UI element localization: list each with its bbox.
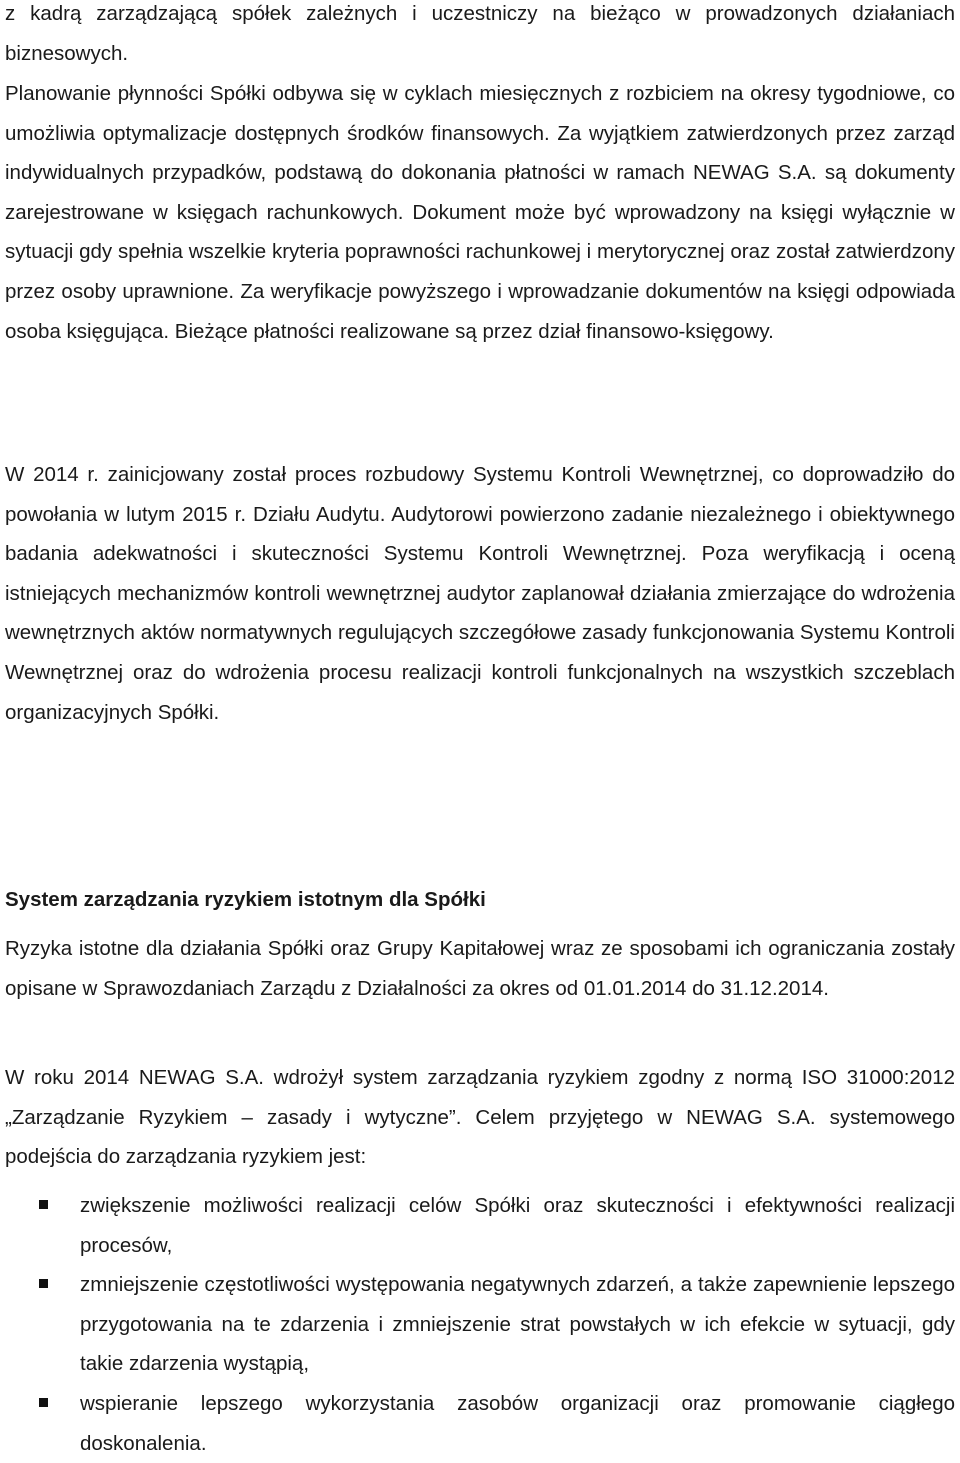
list-item-text: zwiększenie możliwości realizacji celów Spółki oraz skuteczności i efektywności realizacji procesów, <box>80 1194 955 1257</box>
paragraph-internal-control: W 2014 r. zainicjowany został proces rozbudowy Systemu Kontroli Wewnętrznej, co doprowadziło do powołania w lutym 2015 r. Działu Audytu. Audytorowi powierzono zadanie niezależnego i obiektywnego badania adekwatności i skuteczności Systemu Kontroli Wewnętrznej. Poza weryfikacją i oceną istniejących mechanizmów kontroli wewnętrznej audytor zaplanował działania zmierzające do wdrożenia wewnętrznych aktów normatywnych regulujących szczegółowe zasady funkcjonowania Systemu Kontroli Wewnętrznej oraz do wdrożenia procesu realizacji kontroli funkcjonalnych na wszystkich szczeblach organizacyjnych Spółki. <box>5 463 955 724</box>
list-item-text: wspieranie lepszego wykorzystania zasobów organizacji oraz promowanie ciągłego doskonalenia. <box>80 1391 955 1455</box>
paragraph-risk-description: Ryzyka istotne dla działania Spółki oraz Grupy Kapitałowej wraz ze sposobami ich ograniczania zostały opisane w Sprawozdaniach Zarządu z Działalności za okres od 01.01.2014 do 31.12.2014. <box>5 937 955 1000</box>
paragraph-intro-continuation: z kadrą zarządzającą spółek zależnych i uczestniczy na bieżąco w prowadzonych działaniach biznesowych. <box>5 2 955 65</box>
paragraph-iso-standard: W roku 2014 NEWAG S.A. wdrożył system zarządzania ryzykiem zgodny z normą ISO 31000:2012 „Zarządzanie Ryzykiem – zasady i wytyczne”. Celem przyjętego w NEWAG S.A. systemowego podejścia do zarządzania ryzykiem jest: <box>5 1066 955 1169</box>
square-bullet-icon <box>39 1200 48 1209</box>
list-item <box>5 1265 955 1384</box>
list-item <box>5 1186 955 1265</box>
square-bullet-icon <box>39 1398 48 1407</box>
list-item <box>5 1384 955 1463</box>
list-item-text: zmniejszenie częstotliwości występowania negatywnych zdarzeń, a także zapewnienie lepszego przygotowania na te zdarzenia i zmniejszenie strat powstałych w ich efekcie w sytuacji, gdy takie zdarzenia wystąpią, <box>80 1273 955 1376</box>
section-heading-risk-management: System zarządzania ryzykiem istotnym dla Spółki <box>5 888 486 911</box>
square-bullet-icon <box>39 1279 48 1288</box>
paragraph-liquidity-planning: Planowanie płynności Spółki odbywa się w cyklach miesięcznych z rozbiciem na okresy tygodniowe, co umożliwia optymalizacje dostępnych środków finansowych. Za wyjątkiem zatwierdzonych przez zarząd indywidualnych przypadków, podstawą do dokonania płatności w ramach NEWAG S.A. są dokumenty zarejestrowane w księgach rachunkowych. Dokument może być wprowadzony na księgi wyłącznie w sytuacji gdy spełnia wszelkie kryteria poprawności rachunkowej i merytorycznej oraz został zatwierdzony przez osoby uprawnione. Za weryfikacje powyższego i wprowadzanie dokumentów na księgi odpowiada osoba księgująca. Bieżące płatności realizowane są przez dział finansowo-księgowy. <box>5 82 955 343</box>
goals-bullet-list <box>5 1186 955 1463</box>
